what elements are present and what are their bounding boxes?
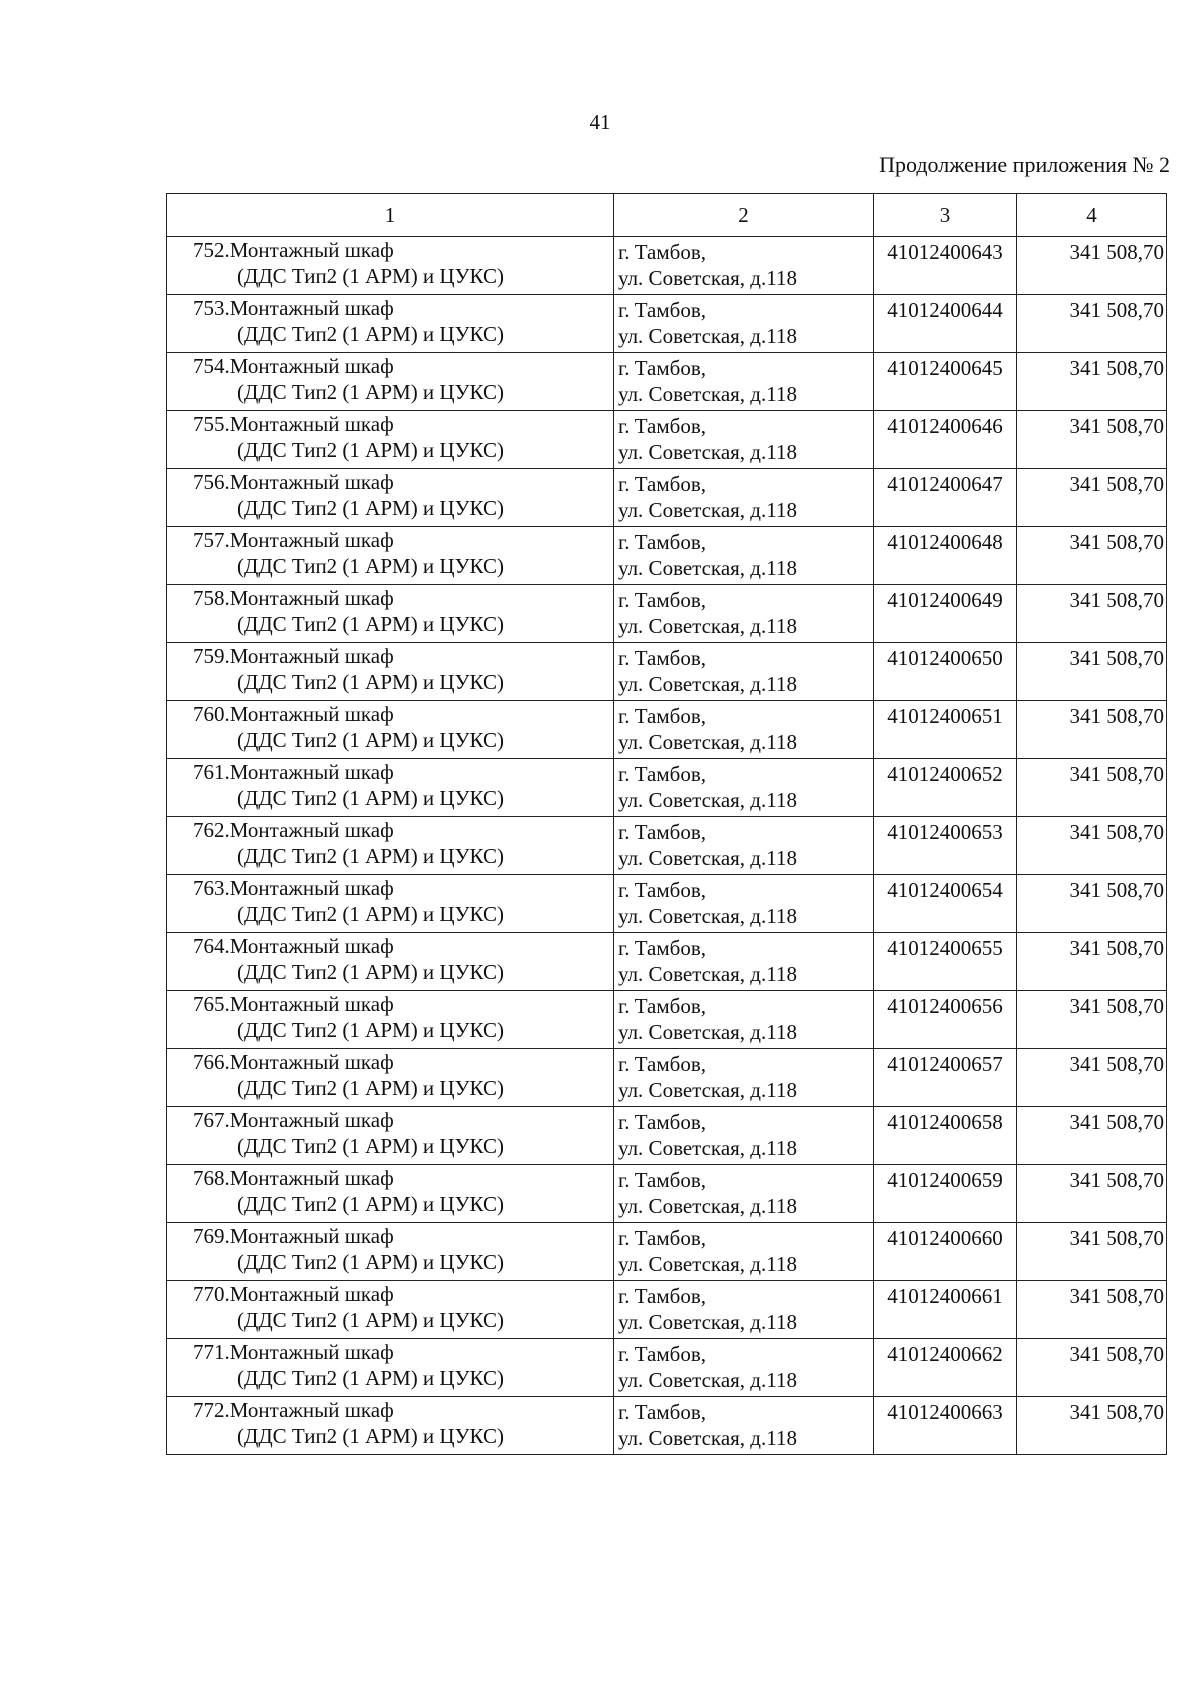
- item-name-cell: [167, 1281, 614, 1339]
- address-street: ул. Советская, д.118: [618, 788, 797, 812]
- item-number: 769.: [193, 1224, 230, 1248]
- item-name-cell: [167, 1049, 614, 1107]
- table-row: [167, 1223, 1167, 1281]
- address-city: г. Тамбов,: [618, 1052, 707, 1076]
- item-name-line-1: [167, 643, 613, 669]
- address-street: ул. Советская, д.118: [618, 324, 797, 348]
- amount-cell: 341 508,70: [1017, 701, 1167, 759]
- item-name: Монтажный шкаф: [229, 1282, 394, 1306]
- item-spec: (ДДС Тип2 (1 АРМ) и ЦУКС): [237, 1134, 504, 1158]
- inventory-number-cell: 41012400661: [874, 1281, 1017, 1339]
- inventory-number-cell: 41012400657: [874, 1049, 1017, 1107]
- amount-cell: 341 508,70: [1017, 875, 1167, 933]
- item-name-line-1: [167, 295, 613, 321]
- item-name: Монтажный шкаф: [229, 702, 394, 726]
- item-name: Монтажный шкаф: [229, 412, 394, 436]
- item-name-cell: [167, 295, 614, 353]
- item-name-line-1: [167, 933, 613, 959]
- amount-cell: 341 508,70: [1017, 585, 1167, 643]
- amount-cell: 341 508,70: [1017, 1339, 1167, 1397]
- item-name-line-1: [167, 237, 613, 263]
- item-name: Монтажный шкаф: [229, 1224, 394, 1248]
- address-cell: [614, 991, 874, 1049]
- address-city: г. Тамбов,: [618, 240, 707, 264]
- amount-cell: 341 508,70: [1017, 1397, 1167, 1455]
- amount-cell: 341 508,70: [1017, 353, 1167, 411]
- address-street: ул. Советская, д.118: [618, 730, 797, 754]
- address-street: ул. Советская, д.118: [618, 1136, 797, 1160]
- item-name-line-1: [167, 991, 613, 1017]
- item-name-cell: [167, 643, 614, 701]
- address-street: ул. Советская, д.118: [618, 266, 797, 290]
- item-number: 752.: [193, 238, 230, 262]
- item-name-cell: [167, 527, 614, 585]
- address-street: ул. Советская, д.118: [618, 1252, 797, 1276]
- table-body: [167, 237, 1167, 1455]
- item-name-line-1: [167, 1223, 613, 1249]
- table-row: [167, 817, 1167, 875]
- page-number: 41: [589, 110, 611, 134]
- item-name-line-1: [167, 469, 613, 495]
- item-spec: (ДДС Тип2 (1 АРМ) и ЦУКС): [237, 728, 504, 752]
- item-name: Монтажный шкаф: [229, 644, 394, 668]
- item-number: 771.: [193, 1340, 230, 1364]
- item-number: 763.: [193, 876, 230, 900]
- amount-cell: 341 508,70: [1017, 817, 1167, 875]
- address-cell: [614, 1281, 874, 1339]
- address-cell: [614, 933, 874, 991]
- amount-cell: 341 508,70: [1017, 1281, 1167, 1339]
- item-spec: (ДДС Тип2 (1 АРМ) и ЦУКС): [237, 1018, 504, 1042]
- table-row: [167, 759, 1167, 817]
- table-row: [167, 1107, 1167, 1165]
- item-name-line-1: [167, 1107, 613, 1133]
- inventory-number-cell: 41012400649: [874, 585, 1017, 643]
- table-row: [167, 353, 1167, 411]
- item-spec: (ДДС Тип2 (1 АРМ) и ЦУКС): [237, 670, 504, 694]
- item-name: Монтажный шкаф: [229, 470, 394, 494]
- table-row: [167, 1397, 1167, 1455]
- address-street: ул. Советская, д.118: [618, 1078, 797, 1102]
- item-name: Монтажный шкаф: [229, 876, 394, 900]
- item-number: 756.: [193, 470, 230, 494]
- item-name-cell: [167, 875, 614, 933]
- address-city: г. Тамбов,: [618, 1168, 707, 1192]
- inventory-number-cell: 41012400659: [874, 1165, 1017, 1223]
- item-number: 762.: [193, 818, 230, 842]
- address-city: г. Тамбов,: [618, 936, 707, 960]
- item-spec: (ДДС Тип2 (1 АРМ) и ЦУКС): [237, 496, 504, 520]
- address-street: ул. Советская, д.118: [618, 1368, 797, 1392]
- address-cell: [614, 817, 874, 875]
- address-cell: [614, 759, 874, 817]
- item-number: 754.: [193, 354, 230, 378]
- address-city: г. Тамбов,: [618, 704, 707, 728]
- item-name-cell: [167, 585, 614, 643]
- item-spec: (ДДС Тип2 (1 АРМ) и ЦУКС): [237, 786, 504, 810]
- table-row: [167, 1049, 1167, 1107]
- table-row: [167, 643, 1167, 701]
- column-header-4: 4: [1017, 194, 1167, 237]
- address-city: г. Тамбов,: [618, 1400, 707, 1424]
- inventory-number-cell: 41012400658: [874, 1107, 1017, 1165]
- address-cell: [614, 1107, 874, 1165]
- item-name-cell: [167, 817, 614, 875]
- item-number: 760.: [193, 702, 230, 726]
- table-row: [167, 585, 1167, 643]
- item-spec: (ДДС Тип2 (1 АРМ) и ЦУКС): [237, 438, 504, 462]
- item-name-cell: [167, 411, 614, 469]
- item-name: Монтажный шкаф: [229, 760, 394, 784]
- address-city: г. Тамбов,: [618, 762, 707, 786]
- item-number: 767.: [193, 1108, 230, 1132]
- address-street: ул. Советская, д.118: [618, 1310, 797, 1334]
- amount-cell: 341 508,70: [1017, 237, 1167, 295]
- address-cell: [614, 237, 874, 295]
- inventory-number-cell: 41012400654: [874, 875, 1017, 933]
- item-number: 764.: [193, 934, 230, 958]
- item-name: Монтажный шкаф: [229, 992, 394, 1016]
- address-street: ул. Советская, д.118: [618, 904, 797, 928]
- item-name-line-1: [167, 1281, 613, 1307]
- inventory-number-cell: 41012400647: [874, 469, 1017, 527]
- address-cell: [614, 585, 874, 643]
- item-spec: (ДДС Тип2 (1 АРМ) и ЦУКС): [237, 554, 504, 578]
- address-street: ул. Советская, д.118: [618, 1020, 797, 1044]
- address-cell: [614, 1223, 874, 1281]
- item-name-line-1: [167, 353, 613, 379]
- address-street: ул. Советская, д.118: [618, 498, 797, 522]
- item-name-cell: [167, 1223, 614, 1281]
- inventory-number-cell: 41012400653: [874, 817, 1017, 875]
- item-name-line-1: [167, 759, 613, 785]
- item-name: Монтажный шкаф: [229, 1340, 394, 1364]
- table-row: [167, 701, 1167, 759]
- item-name-line-1: [167, 875, 613, 901]
- amount-cell: 341 508,70: [1017, 469, 1167, 527]
- inventory-number-cell: 41012400650: [874, 643, 1017, 701]
- amount-cell: 341 508,70: [1017, 1107, 1167, 1165]
- address-city: г. Тамбов,: [618, 414, 707, 438]
- item-spec: (ДДС Тип2 (1 АРМ) и ЦУКС): [237, 380, 504, 404]
- item-name: Монтажный шкаф: [229, 1050, 394, 1074]
- item-number: 753.: [193, 296, 230, 320]
- address-city: г. Тамбов,: [618, 1284, 707, 1308]
- item-spec: (ДДС Тип2 (1 АРМ) и ЦУКС): [237, 322, 504, 346]
- item-number: 755.: [193, 412, 230, 436]
- item-name-cell: [167, 469, 614, 527]
- table-row: [167, 1281, 1167, 1339]
- address-street: ул. Советская, д.118: [618, 962, 797, 986]
- item-number: 757.: [193, 528, 230, 552]
- address-city: г. Тамбов,: [618, 994, 707, 1018]
- address-cell: [614, 1339, 874, 1397]
- inventory-number-cell: 41012400660: [874, 1223, 1017, 1281]
- item-spec: (ДДС Тип2 (1 АРМ) и ЦУКС): [237, 1076, 504, 1100]
- item-name-line-1: [167, 411, 613, 437]
- inventory-number-cell: 41012400662: [874, 1339, 1017, 1397]
- item-name-line-1: [167, 1049, 613, 1075]
- item-name-cell: [167, 1165, 614, 1223]
- address-cell: [614, 295, 874, 353]
- table-row: [167, 411, 1167, 469]
- item-name: Монтажный шкаф: [229, 528, 394, 552]
- item-spec: (ДДС Тип2 (1 АРМ) и ЦУКС): [237, 1424, 504, 1448]
- item-spec: (ДДС Тип2 (1 АРМ) и ЦУКС): [237, 1308, 504, 1332]
- address-cell: [614, 1049, 874, 1107]
- address-cell: [614, 411, 874, 469]
- item-name-cell: [167, 1107, 614, 1165]
- amount-cell: 341 508,70: [1017, 411, 1167, 469]
- table-row: [167, 933, 1167, 991]
- table-row: [167, 991, 1167, 1049]
- item-name: Монтажный шкаф: [229, 354, 394, 378]
- address-street: ул. Советская, д.118: [618, 556, 797, 580]
- address-street: ул. Советская, д.118: [618, 614, 797, 638]
- item-number: 766.: [193, 1050, 230, 1074]
- address-cell: [614, 1165, 874, 1223]
- continuation-label: Продолжение приложения № 2: [879, 152, 1170, 177]
- address-street: ул. Советская, д.118: [618, 382, 797, 406]
- address-city: г. Тамбов,: [618, 588, 707, 612]
- address-cell: [614, 527, 874, 585]
- table-row: [167, 1339, 1167, 1397]
- address-cell: [614, 469, 874, 527]
- address-city: г. Тамбов,: [618, 472, 707, 496]
- item-name: Монтажный шкаф: [229, 1108, 394, 1132]
- address-cell: [614, 701, 874, 759]
- amount-cell: 341 508,70: [1017, 1223, 1167, 1281]
- address-street: ул. Советская, д.118: [618, 1426, 797, 1450]
- item-name-cell: [167, 353, 614, 411]
- column-header-3: 3: [874, 194, 1017, 237]
- address-city: г. Тамбов,: [618, 646, 707, 670]
- table-row: [167, 875, 1167, 933]
- item-spec: (ДДС Тип2 (1 АРМ) и ЦУКС): [237, 612, 504, 636]
- item-number: 768.: [193, 1166, 230, 1190]
- table-header-row: [167, 194, 1167, 237]
- item-number: 765.: [193, 992, 230, 1016]
- inventory-number-cell: 41012400652: [874, 759, 1017, 817]
- item-name: Монтажный шкаф: [229, 818, 394, 842]
- item-name: Монтажный шкаф: [229, 296, 394, 320]
- address-city: г. Тамбов,: [618, 1226, 707, 1250]
- item-name-line-1: [167, 1339, 613, 1365]
- amount-cell: 341 508,70: [1017, 1165, 1167, 1223]
- item-name: Монтажный шкаф: [229, 1166, 394, 1190]
- amount-cell: 341 508,70: [1017, 991, 1167, 1049]
- item-name-cell: [167, 237, 614, 295]
- item-name-cell: [167, 991, 614, 1049]
- item-name-line-1: [167, 585, 613, 611]
- item-spec: (ДДС Тип2 (1 АРМ) и ЦУКС): [237, 902, 504, 926]
- inventory-number-cell: 41012400651: [874, 701, 1017, 759]
- address-cell: [614, 643, 874, 701]
- column-header-1: 1: [167, 194, 614, 237]
- amount-cell: 341 508,70: [1017, 295, 1167, 353]
- table-row: [167, 1165, 1167, 1223]
- item-number: 770.: [193, 1282, 230, 1306]
- address-street: ул. Советская, д.118: [618, 440, 797, 464]
- item-spec: (ДДС Тип2 (1 АРМ) и ЦУКС): [237, 844, 504, 868]
- item-name: Монтажный шкаф: [229, 1398, 394, 1422]
- inventory-number-cell: 41012400655: [874, 933, 1017, 991]
- address-street: ул. Советская, д.118: [618, 846, 797, 870]
- address-cell: [614, 875, 874, 933]
- amount-cell: 341 508,70: [1017, 527, 1167, 585]
- item-name-line-1: [167, 1397, 613, 1423]
- item-number: 761.: [193, 760, 230, 784]
- item-spec: (ДДС Тип2 (1 АРМ) и ЦУКС): [237, 1250, 504, 1274]
- inventory-number-cell: 41012400644: [874, 295, 1017, 353]
- address-street: ул. Советская, д.118: [618, 1194, 797, 1218]
- table-row: [167, 295, 1167, 353]
- table-row: [167, 527, 1167, 585]
- item-name-cell: [167, 759, 614, 817]
- table-row: [167, 237, 1167, 295]
- inventory-number-cell: 41012400648: [874, 527, 1017, 585]
- item-number: 758.: [193, 586, 230, 610]
- column-header-2: 2: [614, 194, 874, 237]
- amount-cell: 341 508,70: [1017, 643, 1167, 701]
- item-spec: (ДДС Тип2 (1 АРМ) и ЦУКС): [237, 1192, 504, 1216]
- address-cell: [614, 353, 874, 411]
- amount-cell: 341 508,70: [1017, 1049, 1167, 1107]
- inventory-number-cell: 41012400663: [874, 1397, 1017, 1455]
- item-name-cell: [167, 701, 614, 759]
- item-spec: (ДДС Тип2 (1 АРМ) и ЦУКС): [237, 960, 504, 984]
- item-number: 772.: [193, 1398, 230, 1422]
- address-city: г. Тамбов,: [618, 878, 707, 902]
- item-number: 759.: [193, 644, 230, 668]
- address-city: г. Тамбов,: [618, 298, 707, 322]
- address-city: г. Тамбов,: [618, 530, 707, 554]
- item-name-line-1: [167, 817, 613, 843]
- address-city: г. Тамбов,: [618, 1110, 707, 1134]
- address-cell: [614, 1397, 874, 1455]
- address-city: г. Тамбов,: [618, 820, 707, 844]
- amount-cell: 341 508,70: [1017, 933, 1167, 991]
- item-name-cell: [167, 1339, 614, 1397]
- item-name-cell: [167, 1397, 614, 1455]
- item-name-cell: [167, 933, 614, 991]
- inventory-number-cell: 41012400643: [874, 237, 1017, 295]
- address-city: г. Тамбов,: [618, 356, 707, 380]
- inventory-number-cell: 41012400645: [874, 353, 1017, 411]
- item-spec: (ДДС Тип2 (1 АРМ) и ЦУКС): [237, 264, 504, 288]
- item-name: Монтажный шкаф: [229, 934, 394, 958]
- appendix-table: [166, 193, 1167, 1455]
- item-spec: (ДДС Тип2 (1 АРМ) и ЦУКС): [237, 1366, 504, 1390]
- table-row: [167, 469, 1167, 527]
- item-name-line-1: [167, 527, 613, 553]
- item-name: Монтажный шкаф: [229, 586, 394, 610]
- address-street: ул. Советская, д.118: [618, 672, 797, 696]
- amount-cell: 341 508,70: [1017, 759, 1167, 817]
- inventory-number-cell: 41012400656: [874, 991, 1017, 1049]
- item-name-line-1: [167, 701, 613, 727]
- item-name: Монтажный шкаф: [229, 238, 394, 262]
- address-city: г. Тамбов,: [618, 1342, 707, 1366]
- item-name-line-1: [167, 1165, 613, 1191]
- inventory-number-cell: 41012400646: [874, 411, 1017, 469]
